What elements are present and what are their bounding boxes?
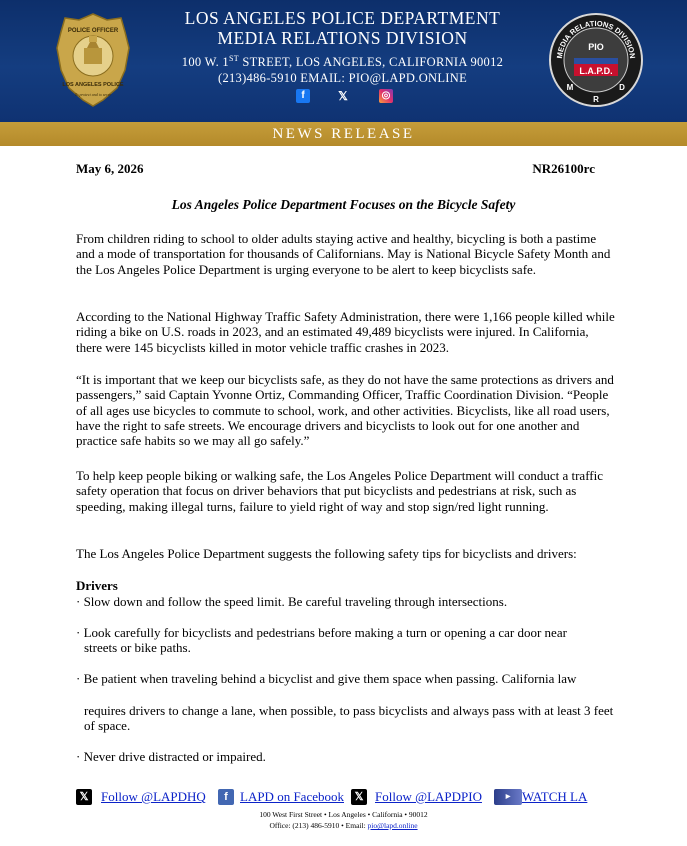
bullet-look-carefully: · Look carefully for bicyclists and pedestrians before making a turn or opening a car door near (76, 625, 567, 640)
badge-bottom-text: LOS ANGELES POLICE (62, 82, 124, 88)
seal-pio-text: PIO (588, 42, 604, 52)
svg-text:D: D (619, 83, 625, 92)
paragraph-quote: “It is important that we keep our bicyclists safe, as they do not have the same protections as drivers and passengers,” said Captain Yvonne Ortiz, Commanding Officer, Traffic Coordination Division. “People of all ages use bicycles to commute to school, work, and other activities. Bicyclists, like all road users, have the right to safe streets. We encourage drivers and bicyclists to look out for one another and practice safe habits so we may all go safely.” (76, 372, 614, 449)
x-icon[interactable]: 𝕏 (351, 789, 367, 805)
release-title: Los Angeles Police Department Focuses on the Bicycle Safety (171, 197, 516, 212)
footer-contact: Office: (213) 486-5910 • Email: pio@lapd.online (269, 821, 418, 830)
header-contact: (213)486-5910 EMAIL: PIO@LAPD.ONLINE (217, 71, 468, 86)
release-number: NR26100rc (532, 161, 595, 176)
division-name: MEDIA RELATIONS DIVISION (217, 28, 468, 48)
bullet-speed-limit: · Slow down and follow the speed limit. Be careful traveling through intersections. (76, 594, 508, 609)
watch-la-link[interactable]: WATCH LA (522, 789, 588, 804)
paragraph-operation: To help keep people biking or walking safe, the Los Angeles Police Department will conduct a traffic safety operation that focus on driver behaviors that put bicyclists and pedestrians at risk, such as speeding, making illegal turns, failure to yield right of way and stop sign/red light running. (76, 468, 604, 514)
badge-motto-text: To protect and to serve (74, 92, 112, 97)
facebook-icon[interactable]: f (296, 89, 310, 103)
paragraph-statistics: According to the National Highway Traffic Safety Administration, there were 1,166 people killed while riding a bike on U.S. roads in 2023, and an estimated 49,489 bicyclists were injured. In California, there were 145 bicyclists killed in motor vehicle traffic crashes in 2023. (76, 309, 615, 355)
badge-top-text: POLICE OFFICER (67, 28, 119, 34)
instagram-icon[interactable]: ◎ (379, 89, 393, 103)
lapd-facebook-link[interactable]: LAPD on Facebook (240, 789, 344, 804)
seal-arc-text: MEDIA RELATIONS DIVISION (554, 18, 638, 59)
facebook-icon[interactable]: f (218, 789, 234, 805)
bullet-look-carefully-cont: streets or bike paths. (84, 640, 191, 655)
footer-address-block (0, 809, 687, 831)
footer-email-link[interactable]: pio@lapd.online (367, 821, 418, 830)
bullet-never-distracted: · Never drive distracted or impaired. (76, 749, 266, 764)
paragraph-intro: From children riding to school to older adults staying active and healthy, bicycling is both a pastime and a mode of transportation for thousands of Californians. May is National Bicycle Safety Month and the Los Angeles Police Department is urging everyone to be alert to keep bicyclists safe. (76, 231, 611, 277)
follow-lapdhq-link[interactable]: Follow @LAPDHQ (101, 789, 206, 804)
header-band (0, 0, 687, 122)
paragraph-tips-intro: The Los Angeles Police Department suggests the following safety tips for bicyclists and drivers: (76, 546, 577, 561)
svg-text:M: M (566, 83, 574, 92)
bullet-be-patient: · Be patient when traveling behind a bicyclist and give them space when passing. California law (76, 671, 577, 686)
follow-lapdpio-link[interactable]: Follow @LAPDPIO (375, 789, 482, 804)
release-date: May 6, 2026 (76, 161, 144, 176)
drivers-heading: Drivers (76, 578, 118, 593)
header-address: 100 W. 1ST STREET, LOS ANGELES, CALIFORNIA 90012 (181, 54, 504, 70)
header-text-block (150, 8, 535, 86)
department-name: LOS ANGELES POLICE DEPARTMENT (184, 8, 501, 28)
seal-lapd-text: L.A.P.D. (579, 66, 613, 76)
watch-la-icon[interactable]: ▶ (494, 789, 522, 805)
news-release-banner: NEWS RELEASE (0, 122, 687, 146)
svg-text:R: R (593, 95, 599, 104)
media-relations-seal (548, 12, 644, 108)
footer-address: 100 West First Street • Los Angeles • California • 90012 (259, 810, 428, 819)
bullet-be-patient-cont: requires drivers to change a lane, when possible, to pass bicyclists and always pass with at least 3 feet of space. (84, 703, 614, 734)
x-icon[interactable]: 𝕏 (76, 789, 92, 805)
footer-links (76, 788, 636, 808)
x-icon[interactable]: 𝕏 (338, 89, 348, 103)
